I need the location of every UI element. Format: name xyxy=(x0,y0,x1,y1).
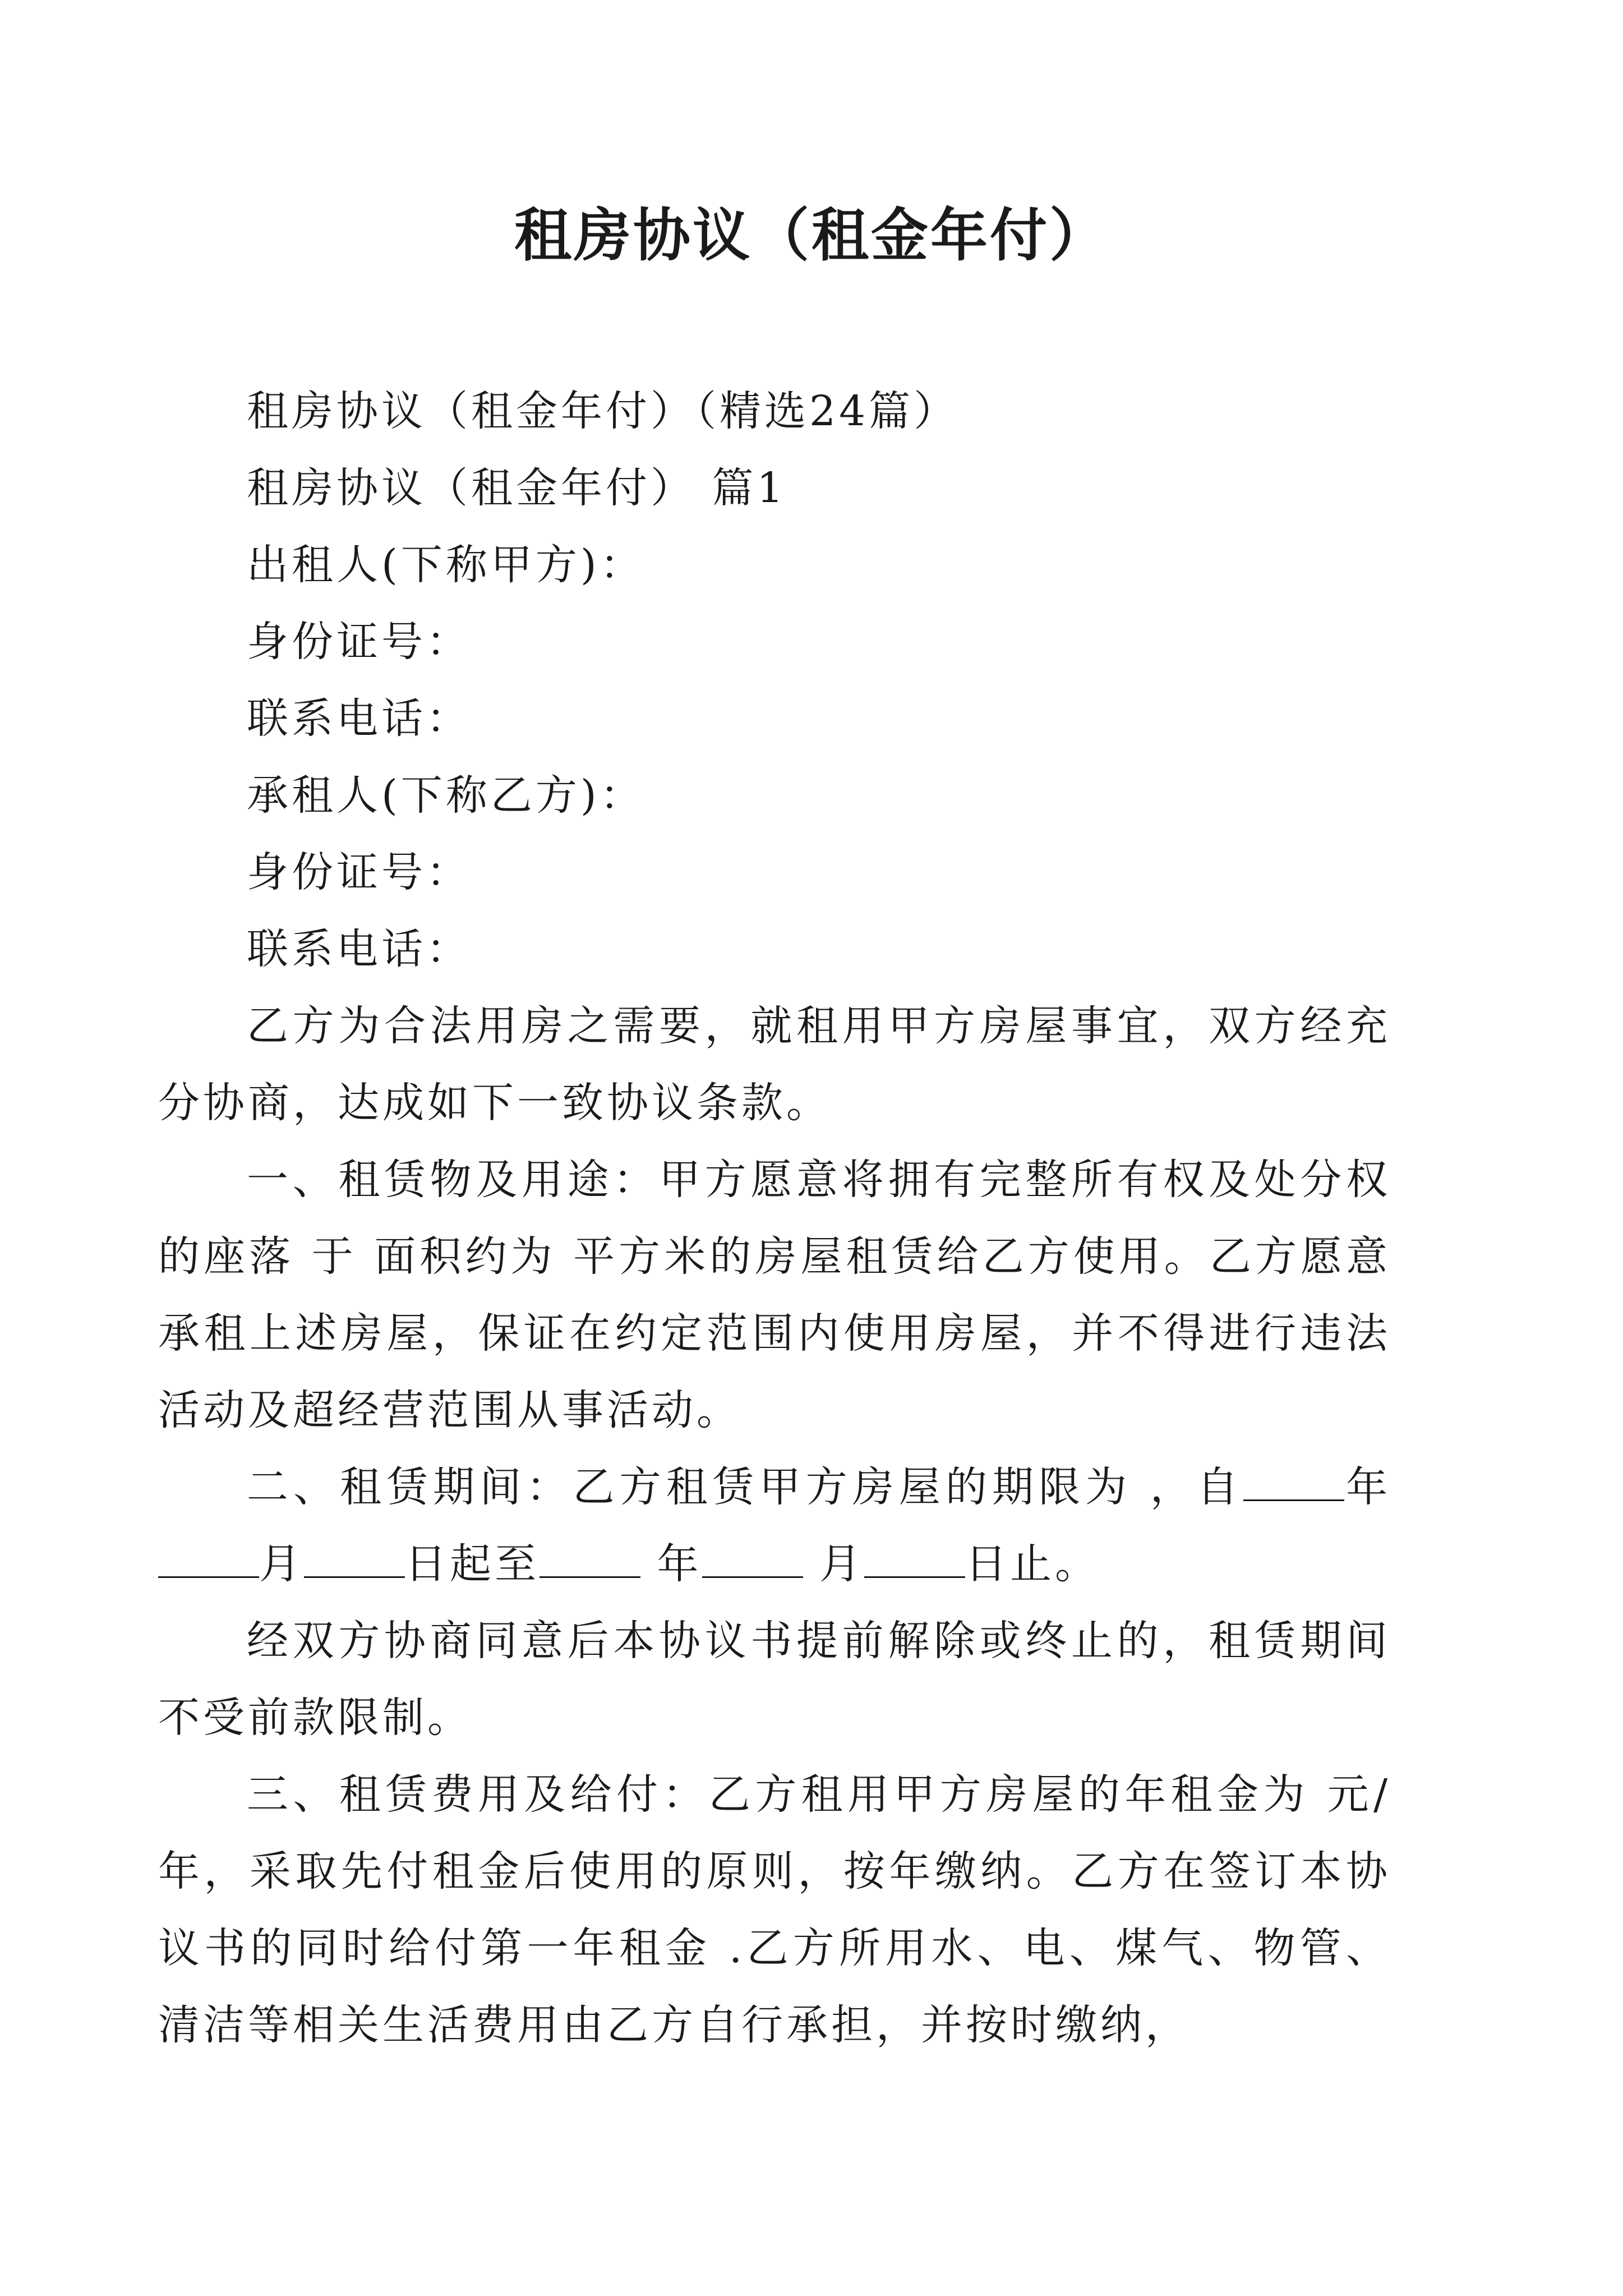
lessee-label: 承租人(下称乙方)： xyxy=(247,771,645,820)
early-termination-paragraph: 经双方协商同意后本协议书提前解除或终止的，租赁期间不受前款限制。 xyxy=(158,1617,1391,1742)
collection-subtitle: 租房协议（租金年付）（精选24篇） xyxy=(247,387,959,435)
end-year-blank xyxy=(540,1542,640,1578)
start-day-label: 日起至 xyxy=(405,1540,540,1588)
end-year-label: 年 xyxy=(657,1540,702,1588)
start-day-blank xyxy=(304,1542,405,1578)
lessee-id-label: 身份证号： xyxy=(247,848,471,896)
start-month-label: 月 xyxy=(259,1540,304,1588)
end-day-label: 日止。 xyxy=(965,1540,1100,1588)
preamble-paragraph: 乙方为合法用房之需要，就租用甲方房屋事宜，双方经充分协商，达成如下一致协议条款。 xyxy=(158,1002,1391,1127)
clause-3-paragraph: 三、租赁费用及给付：乙方租用甲方房屋的年租金为 元/年，采取先付租金后使用的原则，按年缴纳。乙方在签订本协议书的同时给付第一年租金 .乙方所用水、电、煤气、物管、清洁等相关生活费用由乙方自行承担，并按时缴纳， xyxy=(158,1770,1391,2049)
lessor-label: 出租人(下称甲方)： xyxy=(247,541,645,589)
lessee-phone-label: 联系电话： xyxy=(247,925,471,973)
end-month-blank xyxy=(702,1542,803,1578)
clause-2-paragraph xyxy=(158,1449,1391,1603)
document-title: 租房协议（租金年付） xyxy=(514,202,1109,269)
end-day-blank xyxy=(864,1542,965,1578)
document-clauses xyxy=(158,988,1391,2064)
lessor-id-label: 身份证号： xyxy=(247,618,471,666)
start-year-label: 年 xyxy=(1344,1463,1391,1511)
lessor-phone-label: 联系电话： xyxy=(247,694,471,743)
clause-1-paragraph: 一、租赁物及用途：甲方愿意将拥有完整所有权及处分权的座落 于 面积约为 平方米的房屋租赁给乙方使用。乙方愿意承租上述房屋，保证在约定范围内使用房屋，并不得进行违法活动及超经营范围从事活动。 xyxy=(158,1156,1391,1434)
end-month-label: 月 xyxy=(819,1540,865,1588)
document-body xyxy=(247,373,1391,988)
section-heading: 租房协议（租金年付） 篇1 xyxy=(247,464,787,512)
start-year-blank xyxy=(1243,1465,1344,1501)
start-month-blank xyxy=(158,1542,259,1578)
clause-2-intro: 二、租赁期间：乙方租赁甲方房屋的期限为 ，自 xyxy=(247,1463,1243,1511)
